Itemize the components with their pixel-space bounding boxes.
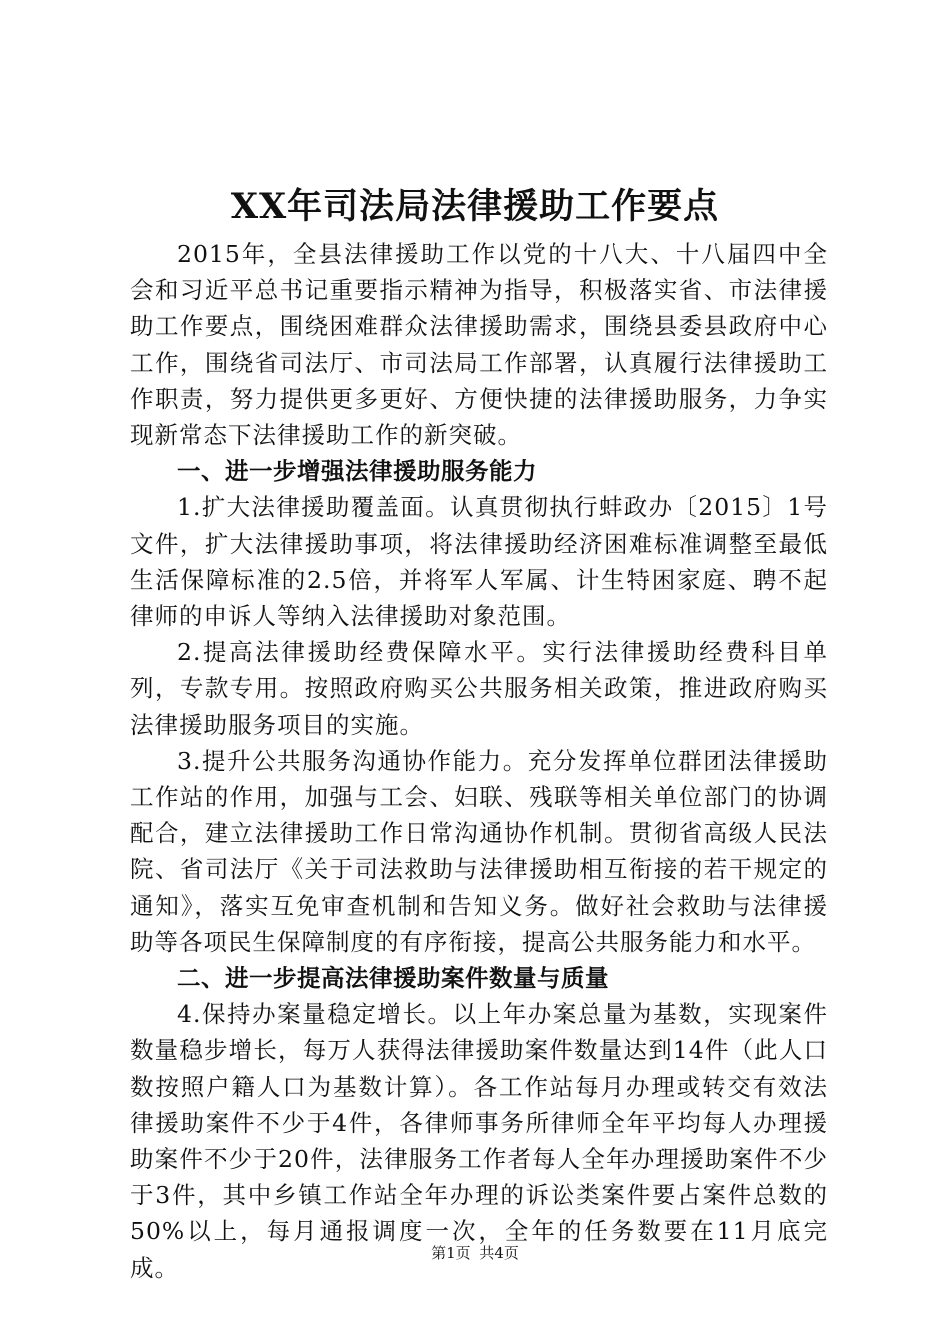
- page-total: 共4页: [479, 1244, 519, 1262]
- document-body: [130, 236, 828, 1286]
- section1-item-3: 3.提升公共服务沟通协作能力。充分发挥单位群团法律援助工作站的作用，加强与工会、妇联、残联等相关单位部门的协调配合，建立法律援助工作日常沟通协作机制。贯彻省高级人民法院、省司法厅《关于司法救助与法律援助相互衔接的若干规定的通知》，落实互免审查机制和告知义务。做好社会救助与法律援助等各项民生保障制度的有序衔接，提高公共服务能力和水平。: [130, 746, 828, 956]
- section1-item-1: 1.扩大法律援助覆盖面。认真贯彻执行蚌政办〔2015〕1号文件，扩大法律援助事项，将法律援助经济困难标准调整至最低生活保障标准的2.5倍，并将军人军属、计生特困家庭、聘不起律师的申诉人等纳入法律援助对象范围。: [130, 493, 828, 631]
- page-footer: [0, 1243, 950, 1263]
- section1-item-2: 2.提高法律援助经费保障水平。实行法律援助经费科目单列，专款专用。按照政府购买公共服务相关政策，推进政府购买法律援助服务项目的实施。: [130, 638, 828, 739]
- page-number: 第1页: [431, 1244, 471, 1262]
- section-heading-1: 一、进一步增强法律援助服务能力: [177, 457, 537, 486]
- section2-item-4: 4.保持办案量稳定增长。以上年办案总量为基数，实现案件数量稳步增长，每万人获得法律援助案件数量达到14件（此人口数按照户籍人口为基数计算）。各工作站每月办理或转交有效法律援助案件不少于4件，各律师事务所律师全年平均每人办理援助案件不少于20件，法律服务工作者每人全年办理援助案件不少于3件，其中乡镇工作站全年办理的诉讼类案件要占案件总数的50%以上，每月通报调度一次，全年的任务数要在11月底完成。: [130, 1000, 828, 1282]
- section-heading-2: 二、进一步提高法律援助案件数量与质量: [177, 964, 609, 993]
- intro-paragraph: 2015年，全县法律援助工作以党的十八大、十八届四中全会和习近平总书记重要指示精神为指导，积极落实省、市法律援助工作要点，围绕困难群众法律援助需求，围绕县委县政府中心工作，围绕省司法厅、市司法局工作部署，认真履行法律援助工作职责，努力提供更多更好、方便快捷的法律援助服务，力争实现新常态下法律援助工作的新突破。: [130, 240, 828, 450]
- document-title: XX年司法局法律援助工作要点: [230, 186, 720, 227]
